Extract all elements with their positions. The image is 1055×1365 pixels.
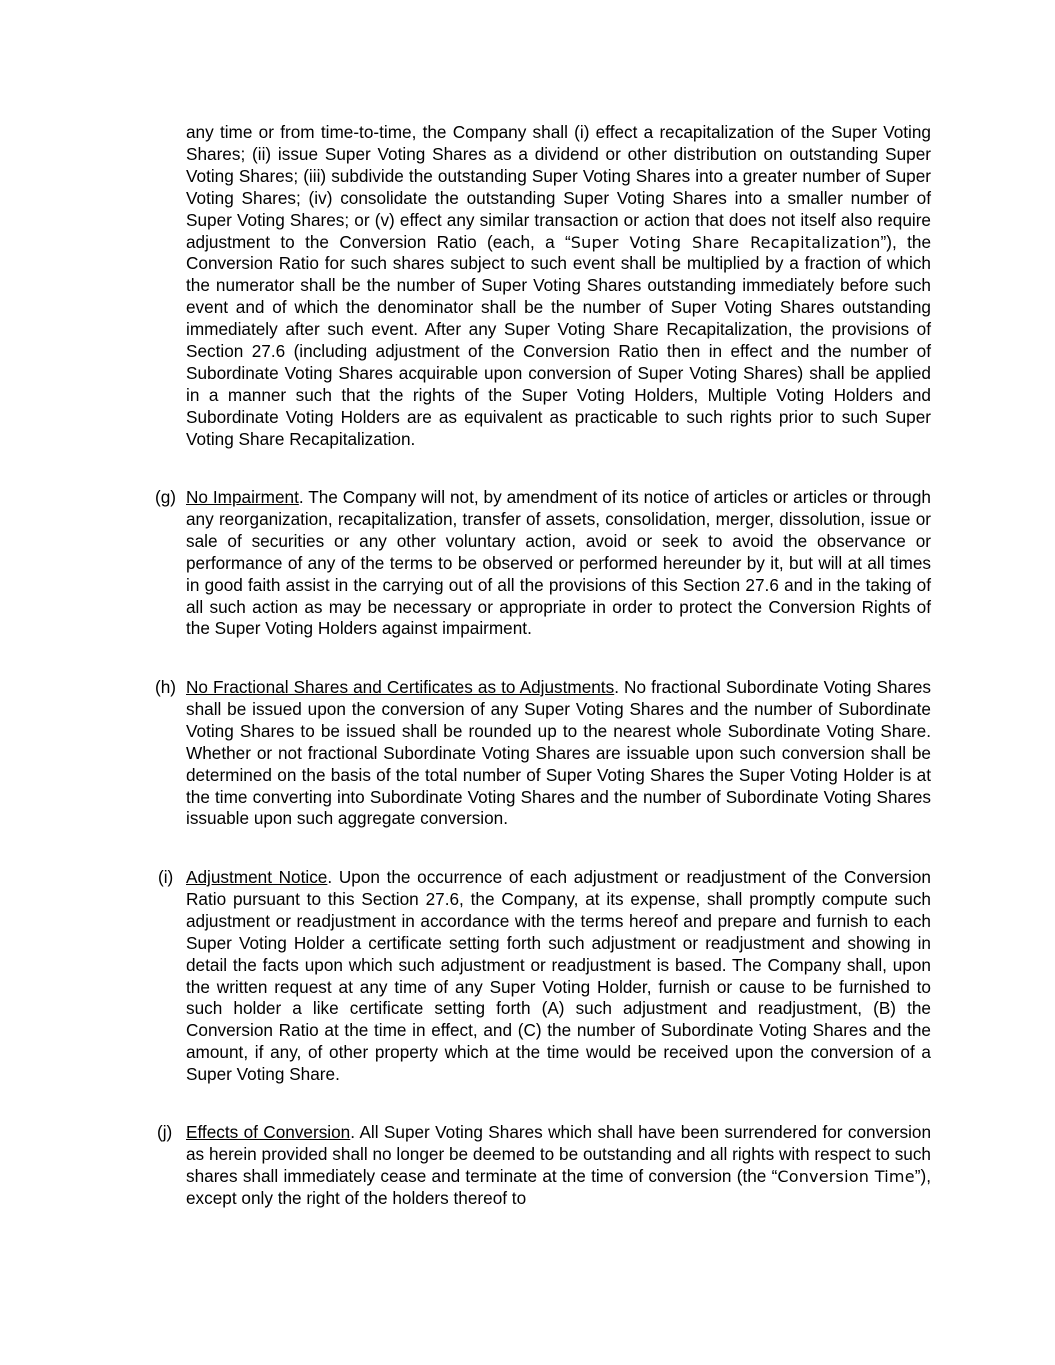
paragraph-i [186,867,931,1086]
paragraph-text: any time or from time-to-time, the Company shall (i) effect a recapitalization of the Super Voting Shares; (ii) issue Super Voting Shares as a dividend or other distribution on outstanding Super Voting Shares; (iii) subdivide the outstanding Super Voting Shares into a greater number of Super Voting Shares; (iv) consolidate the outstanding Super Voting Shares into a smaller number of Super Voting Shares; or (v) effect any similar transaction or action that does not itself also require adjustment to the Conversion Ratio (each, a “ [186,122,931,252]
paragraph-text: ”), the Conversion Ratio for such shares subject to such event shall be multiplied by a fraction of which the numerator shall be the number of Super Voting Shares outstanding immediately before such event and of which the denominator shall be the number of Super Voting Shares outstanding immediately after such event. After any Super Voting Share Recapitalization, the provisions of Section 27.6 (including adjustment of the Conversion Ratio then in effect and the number of Subordinate Voting Shares acquirable upon conversion of Super Voting Shares) shall be applied in a manner such that the rights of the Super Voting Holders, Multiple Voting Holders and Subordinate Voting Holders are as equivalent as practicable to such rights prior to such Super Voting Share Recapitalization. [186,231,931,449]
list-marker-h: (h) [155,677,177,697]
paragraph-h [186,677,931,830]
paragraph-text: . The Company will not, by amendment of its notice of articles or articles or through any reorganization, recapitalization, transfer of assets, consolidation, merger, dissolution, issue or sale of securities or any other voluntary action, avoid or seek to avoid the observance or performance of any of the terms to be observed or performed hereunder by it, but will at all times in good faith assist in the carrying out of all the provisions of this Section 27.6 and in the taking of all such action as may be necessary or appropriate in order to protect the Conversion Rights of the Super Voting Holders against impairment. [186,487,931,639]
paragraph-text: . All Super Voting Shares which shall have been surrendered for conversion as herein provided shall no longer be deemed to be outstanding and all rights with respect to such shares shall immediately cease and terminate at the time of conversion (the “ [186,1122,932,1186]
paragraph-text: ”), except only the right of the holders thereof to [186,1165,932,1208]
section-heading: No Impairment [186,487,299,507]
defined-term: Super Voting Share Recapitalization [570,232,881,252]
list-marker-i: (i) [158,867,174,887]
paragraph-j [186,1122,931,1210]
paragraph-text: . No fractional Subordinate Voting Shares shall be issued upon the conversion of any Super Voting Shares and the number of Subordinate Voting Shares to be issued shall be rounded up to the nearest whole Subordinate Voting Share. Whether or not fractional Subordinate Voting Shares are issuable upon such conversion shall be determined on the basis of the total number of Super Voting Shares the Super Voting Holder is at the time converting into Subordinate Voting Shares and the number of Subordinate Voting Shares issuable upon such aggregate conversion. [186,677,931,829]
section-heading: No Fractional Shares and Certificates as to Adjustments [186,677,615,697]
paragraph-f-continued [186,122,931,451]
section-heading: Adjustment Notice [186,867,328,887]
section-heading: Effects of Conversion [186,1122,351,1142]
list-marker-g: (g) [155,487,177,507]
defined-term: Conversion Time [777,1166,915,1186]
paragraph-text: . Upon the occurrence of each adjustment or readjustment of the Conversion Ratio pursuant to this Section 27.6, the Company, at its expense, shall promptly compute such adjustment or readjustment in accordance with the terms hereof and prepare and furnish to each Super Voting Holder a certificate setting forth such adjustment or readjustment and showing in detail the facts upon which such adjustment or readjustment is based. The Company shall, upon the written request at any time of any Super Voting Holder, furnish or cause to be furnished to such holder a like certificate setting forth (A) such adjustment and readjustment, (B) the Conversion Ratio at the time in effect, and (C) the number of Subordinate Voting Shares and the amount, if any, of other property which at the time would be received upon the conversion of a Super Voting Share. [186,867,931,1085]
paragraph-g [186,487,931,640]
list-marker-j: (j) [157,1122,173,1142]
